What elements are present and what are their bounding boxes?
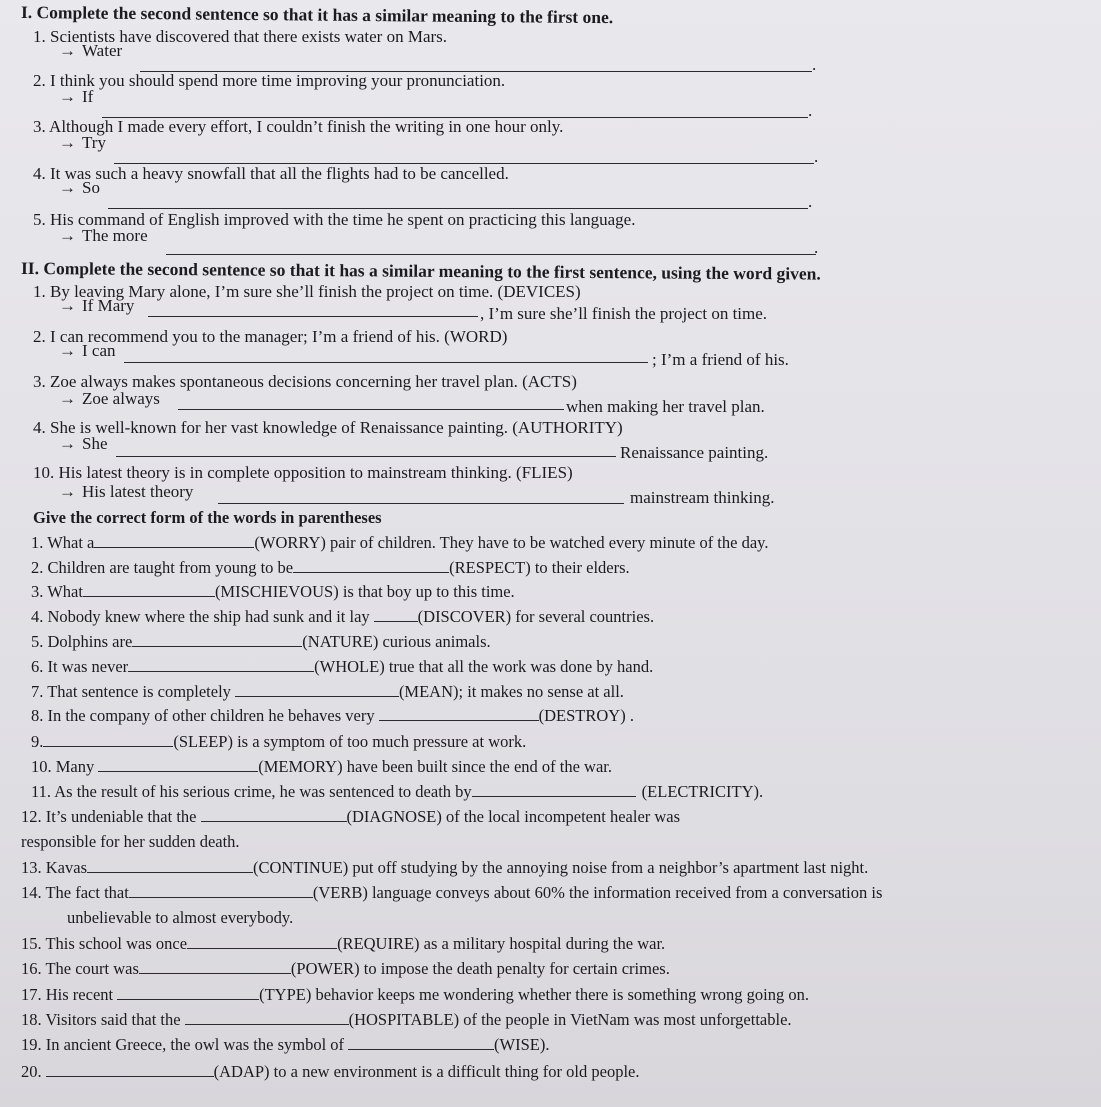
- s2-a4: → She: [59, 434, 108, 453]
- s2-blank-10[interactable]: [218, 503, 624, 504]
- s2-q1: 1. By leaving Mary alone, I’m sure she’ll finish the project on time. (DEVICES): [33, 282, 581, 301]
- section-3-title: Give the correct form of the words in parentheses: [33, 508, 382, 527]
- s3-item-19: 19. In ancient Greece, the owl was the symbol of (WISE).: [21, 1035, 550, 1054]
- s3-blank-20[interactable]: [46, 1062, 214, 1077]
- s3-item-14-cont: unbelievable to almost everybody.: [67, 908, 294, 927]
- s3-item-11: 11. As the result of his serious crime, he was sentenced to death by (ELECTRICITY).: [31, 782, 764, 801]
- s3-item-20: 20. (ADAP) to a new environment is a difficult thing for old people.: [21, 1062, 640, 1081]
- s2-q4: 4. She is well-known for her vast knowledge of Renaissance painting. (AUTHORITY): [33, 418, 623, 437]
- arrow-icon: →: [59, 389, 76, 408]
- s3-blank-16[interactable]: [139, 959, 291, 974]
- s3-blank-8[interactable]: [379, 706, 539, 721]
- s2-blank-1[interactable]: [148, 316, 478, 317]
- s2-a3: → Zoe always: [59, 389, 160, 408]
- s3-item-12: 12. It’s undeniable that the (DIAGNOSE) of the local incompetent healer was: [21, 807, 681, 826]
- s3-blank-4[interactable]: [374, 607, 418, 622]
- s3-item-9: 9. (SLEEP) is a symptom of too much pressure at work.: [31, 732, 527, 751]
- s1-end-5: .: [814, 238, 819, 257]
- s3-blank-9[interactable]: [43, 732, 173, 747]
- s1-q3: 3. Although I made every effort, I couldn’t finish the writing in one hour only.: [33, 117, 564, 136]
- s2-end-4: Renaissance painting.: [620, 443, 769, 462]
- s1-q5: 5. His command of English improved with the time he spent on practicing this language.: [33, 210, 636, 229]
- s3-blank-2[interactable]: [293, 558, 449, 573]
- s3-blank-5[interactable]: [132, 632, 302, 647]
- arrow-icon: →: [59, 87, 76, 106]
- s1-blank-4[interactable]: [108, 208, 808, 209]
- s3-blank-6[interactable]: [128, 657, 314, 672]
- arrow-icon: →: [59, 178, 76, 197]
- s1-a1: → Water: [59, 41, 123, 60]
- s3-item-14: 14. The fact that (VERB) language conveys about 60% the information received from a conversation is: [21, 883, 883, 902]
- arrow-icon: →: [59, 226, 76, 245]
- s2-q2: 2. I can recommend you to the manager; I’m a friend of his. (WORD): [33, 327, 508, 346]
- s2-end-2: ; I’m a friend of his.: [652, 350, 789, 369]
- arrow-icon: →: [59, 434, 76, 453]
- s1-blank-5[interactable]: [166, 254, 816, 255]
- section-1-title: I. Complete the second sentence so that it has a similar meaning to the first one.: [20, 2, 614, 28]
- s2-a10: → His latest theory: [59, 482, 194, 501]
- s3-blank-11[interactable]: [472, 782, 636, 797]
- arrow-icon: →: [59, 296, 76, 315]
- s3-blank-19[interactable]: [348, 1035, 494, 1050]
- s1-end-3: .: [814, 147, 819, 166]
- s1-a4: → So: [59, 178, 100, 197]
- s3-blank-17[interactable]: [117, 985, 259, 1000]
- s3-item-7: 7. That sentence is completely (MEAN); it makes no sense at all.: [31, 682, 624, 701]
- s2-end-1: , I’m sure she’ll finish the project on time.: [480, 304, 768, 323]
- s2-q10: 10. His latest theory is in complete opposition to mainstream thinking. (FLIES): [33, 463, 573, 482]
- s1-q1: 1. Scientists have discovered that there exists water on Mars.: [33, 27, 448, 46]
- s3-item-8: 8. In the company of other children he behaves very (DESTROY) .: [31, 706, 634, 725]
- s1-end-1: .: [812, 55, 817, 74]
- s3-blank-10[interactable]: [98, 757, 258, 772]
- arrow-icon: →: [59, 41, 76, 60]
- s3-item-6: 6. It was never (WHOLE) true that all the work was done by hand.: [31, 657, 654, 676]
- s2-end-3: when making her travel plan.: [566, 397, 765, 416]
- s2-blank-4[interactable]: [116, 456, 616, 457]
- s1-a5: → The more: [59, 226, 148, 245]
- s3-item-1: 1. What a (WORRY) pair of children. They have to be watched every minute of the day.: [31, 533, 769, 552]
- s2-blank-2[interactable]: [124, 362, 648, 363]
- s3-item-12-cont: responsible for her sudden death.: [21, 832, 240, 851]
- s3-item-4: 4. Nobody knew where the ship had sunk and it lay (DISCOVER) for several countries.: [31, 607, 655, 626]
- s2-a2: → I can: [59, 341, 116, 360]
- s3-item-17: 17. His recent (TYPE) behavior keeps me wondering whether there is something wrong going on.: [21, 985, 809, 1004]
- s1-a2: → If: [59, 87, 94, 106]
- s3-item-3: 3. What (MISCHIEVOUS) is that boy up to this time.: [31, 582, 515, 601]
- s3-blank-3[interactable]: [83, 582, 215, 597]
- s3-item-13: 13. Kavas (CONTINUE) put off studying by the annoying noise from a neighbor’s apartment last night.: [21, 858, 869, 877]
- s3-item-18: 18. Visitors said that the (HOSPITABLE) of the people in VietNam was most unforgettable.: [21, 1010, 792, 1029]
- arrow-icon: →: [59, 341, 76, 360]
- s3-blank-18[interactable]: [185, 1010, 349, 1025]
- s3-blank-7[interactable]: [235, 682, 399, 697]
- arrow-icon: →: [59, 482, 76, 501]
- s3-item-2: 2. Children are taught from young to be (RESPECT) to their elders.: [31, 558, 630, 577]
- s1-q2: 2. I think you should spend more time improving your pronunciation.: [33, 71, 506, 90]
- s2-q3: 3. Zoe always makes spontaneous decisions concerning her travel plan. (ACTS): [33, 372, 577, 391]
- s3-item-10: 10. Many (MEMORY) have been built since the end of the war.: [31, 757, 612, 776]
- s1-a3: → Try: [59, 133, 106, 152]
- s2-end-10: mainstream thinking.: [630, 488, 775, 507]
- s3-blank-12[interactable]: [201, 807, 347, 822]
- s2-blank-3[interactable]: [178, 409, 564, 410]
- s1-q4: 4. It was such a heavy snowfall that all the flights had to be cancelled.: [33, 164, 509, 183]
- section-2-title: II. Complete the second sentence so that it has a similar meaning to the first sentence, using the word given.: [20, 258, 821, 284]
- s1-end-4: .: [808, 192, 813, 211]
- s3-blank-15[interactable]: [187, 934, 337, 949]
- s1-end-2: .: [808, 101, 813, 120]
- s3-blank-13[interactable]: [87, 858, 253, 873]
- s2-a1: → If Mary: [59, 296, 135, 315]
- s3-item-15: 15. This school was once (REQUIRE) as a military hospital during the war.: [21, 934, 666, 953]
- s3-blank-1[interactable]: [94, 533, 254, 548]
- s3-blank-14[interactable]: [129, 883, 313, 898]
- s3-item-16: 16. The court was (POWER) to impose the death penalty for certain crimes.: [21, 959, 670, 978]
- s3-item-5: 5. Dolphins are (NATURE) curious animals.: [31, 632, 491, 651]
- arrow-icon: →: [59, 133, 76, 152]
